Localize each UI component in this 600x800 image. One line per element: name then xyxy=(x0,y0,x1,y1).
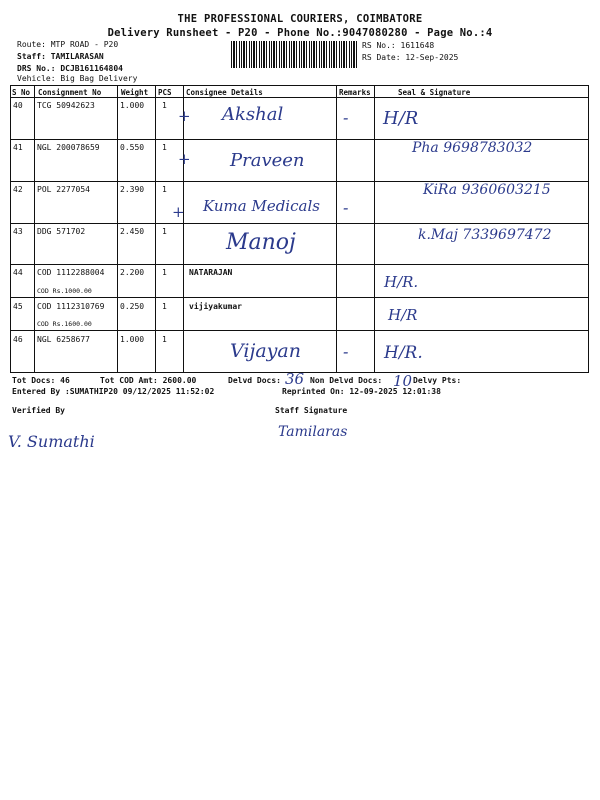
handwritten-consignee: Praveen xyxy=(230,150,305,171)
drs-number: DRS No.: DCJB161164804 xyxy=(17,64,123,73)
handwritten-consignee: Kuma Medicals xyxy=(203,197,320,215)
col-pcs: PCS xyxy=(158,88,172,97)
row-weight: 2.450 xyxy=(120,227,145,236)
handwritten-consignee: Manoj xyxy=(226,230,296,255)
col-seal: Seal & Signature xyxy=(398,88,471,97)
row-weight: 0.250 xyxy=(120,302,145,311)
row-pcs: 1 xyxy=(162,335,167,344)
barcode xyxy=(231,41,357,68)
handwritten-consignee: Akshal xyxy=(222,104,284,125)
reprinted-on: Reprinted On: 12-09-2025 12:01:38 xyxy=(282,387,441,396)
row-consignment: POL 2277054 xyxy=(37,185,90,194)
col-consignment: Consignment No xyxy=(38,88,102,97)
handwritten-signature: KiRa 9360603215 xyxy=(423,182,551,198)
delivered-docs-count: 36 xyxy=(285,370,305,388)
row-weight: 1.000 xyxy=(120,101,145,110)
cod-amount: COD Rs.1000.00 xyxy=(37,287,92,295)
row-consignment: COD 1112288004 xyxy=(37,268,105,277)
handwritten-remarks: - xyxy=(343,342,349,361)
handwritten-consignee: Vijayan xyxy=(230,340,301,362)
row-pcs: 1 xyxy=(162,268,167,277)
row-weight: 2.390 xyxy=(120,185,145,194)
delivery-points-label: Delvy Pts: xyxy=(413,376,462,385)
handwritten-signature: H/R xyxy=(383,108,419,129)
row-weight: 2.200 xyxy=(120,268,145,277)
row-sno: 43 xyxy=(13,227,23,236)
handwritten-signature: H/R. xyxy=(384,343,423,363)
staff-signature: Tamilaras xyxy=(278,424,348,440)
row-consignment: COD 1112310769 xyxy=(37,302,105,311)
verified-by-label: Verified By xyxy=(12,406,65,415)
rs-number: RS No.: 1611648 xyxy=(362,41,435,50)
row-pcs: 1 xyxy=(162,302,167,311)
total-cod-amount: Tot COD Amt: 2600.00 xyxy=(100,376,197,385)
entered-by: Entered By :SUMATHIP20 09/12/2025 11:52:02 xyxy=(12,387,215,396)
col-consignee: Consignee Details xyxy=(186,88,263,97)
handwritten-signature: Pha 9698783032 xyxy=(412,140,533,156)
non-delivered-docs-label: Non Delvd Docs: xyxy=(310,376,383,385)
row-consignment: NGL 200078659 xyxy=(37,143,100,152)
staff-signature-label: Staff Signature xyxy=(275,406,348,415)
col-remarks: Remarks xyxy=(339,88,371,97)
row-weight: 1.000 xyxy=(120,335,145,344)
row-sno: 40 xyxy=(13,101,23,110)
route-label: Route: MTP ROAD - P20 xyxy=(17,40,119,49)
row-sno: 45 xyxy=(13,302,23,311)
verified-signature: V. Sumathi xyxy=(8,432,95,451)
handwritten-signature: H/R xyxy=(388,306,418,324)
col-weight: Weight xyxy=(121,88,149,97)
handwritten-signature: k.Maj 7339697472 xyxy=(418,227,552,243)
delivered-docs-label: Delvd Docs: xyxy=(228,376,281,385)
cod-amount: COD Rs.1600.00 xyxy=(37,320,92,328)
row-pcs: 1 xyxy=(162,101,167,110)
total-docs: Tot Docs: 46 xyxy=(12,376,70,385)
row-consignment: NGL 6258677 xyxy=(37,335,90,344)
rs-date: RS Date: 12-Sep-2025 xyxy=(362,53,459,62)
company-title: THE PROFESSIONAL COURIERS, COIMBATORE xyxy=(177,13,423,25)
consignee-name: vijiyakumar xyxy=(189,302,242,311)
row-weight: 0.550 xyxy=(120,143,145,152)
handwritten-signature: H/R. xyxy=(384,273,419,291)
handwritten-remarks: - xyxy=(343,108,349,127)
row-sno: 44 xyxy=(13,268,23,277)
row-consignment: DDG 571702 xyxy=(37,227,86,236)
staff-label: Staff: TAMILARASAN xyxy=(17,52,104,61)
handwritten-remarks: - xyxy=(343,198,349,217)
row-pcs: 1 xyxy=(162,143,167,152)
row-pcs: 1 xyxy=(162,227,167,236)
vehicle-label: Vehicle: Big Bag Delivery xyxy=(17,74,138,83)
row-sno: 42 xyxy=(13,185,23,194)
row-pcs: 1 xyxy=(162,185,167,194)
row-consignment: TCG 50942623 xyxy=(37,101,95,110)
col-sno: S No xyxy=(12,88,31,97)
consignee-name: NATARAJAN xyxy=(189,268,233,277)
row-sno: 41 xyxy=(13,143,23,152)
row-sno: 46 xyxy=(13,335,23,344)
non-delivered-docs-count: 10 xyxy=(393,372,413,390)
runsheet-subtitle: Delivery Runsheet - P20 - Phone No.:9047080280 - Page No.:4 xyxy=(107,27,493,39)
